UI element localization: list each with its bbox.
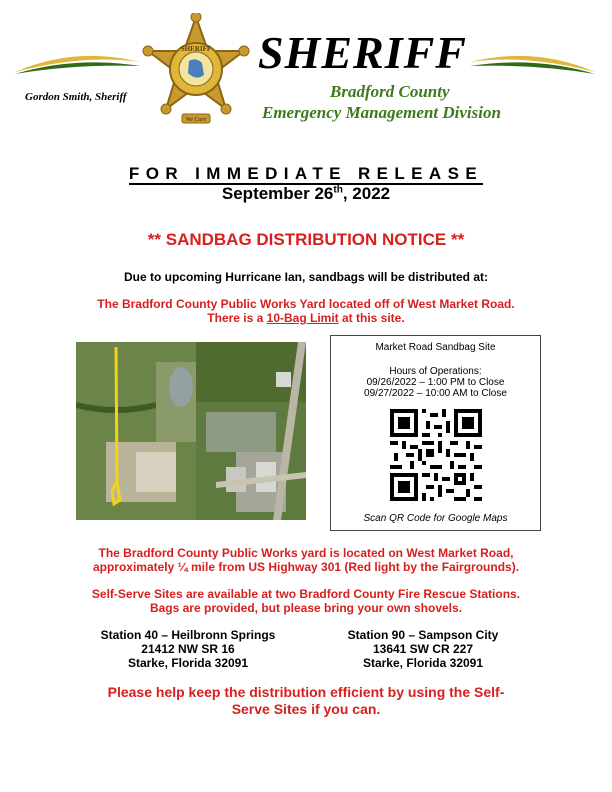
right-swoosh-decoration [470,52,595,78]
directions-line1: The Bradford County Public Works yard is located on West Market Road, [98,546,514,560]
date-sup: th [333,184,343,196]
badge-text-top: SHERIFF [180,45,212,53]
date-year: , 2022 [342,184,391,203]
site-info-box [330,335,541,531]
left-swoosh-decoration [15,52,140,78]
qr-caption: Scan QR Code for Google Maps [363,513,508,524]
limit-prefix: There is a [207,311,267,325]
self-serve-line2: Bags are provided, but please bring your own shovels. [149,601,463,615]
limit-suffix: at this site. [338,311,405,325]
station-40-address: 21412 NW SR 16 [141,642,235,656]
hours-label: Hours of Operations: [389,366,482,377]
sheriff-star-badge-icon [140,13,252,125]
header-division: Emergency Management Division [262,103,501,122]
sheriff-name: Gordon Smith, Sheriff [25,91,127,103]
header-title: SHERIFF [258,27,467,78]
station-90-address: 13641 SW CR 227 [372,642,474,656]
release-date [0,184,612,204]
hours-day-2: 09/27/2022 – 10:00 AM to Close [364,388,507,399]
release-heading [0,164,612,184]
station-90-city: Starke, Florida 32091 [362,656,484,670]
station-40-city: Starke, Florida 32091 [127,656,249,670]
closing-line1: Please help keep the distribution efficient by using the Self- [107,684,505,700]
notice-title: ** SANDBAG DISTRIBUTION NOTICE ** [147,230,465,249]
header-county: Bradford County [330,82,450,101]
date-main: September 26 [221,184,334,203]
closing-line2: Serve Sites if you can. [231,701,381,717]
location-line1: The Bradford County Public Works Yard located off of West Market Road. [97,297,515,311]
limit-emphasis: 10-Bag Limit [266,311,339,325]
station-90 [328,628,518,670]
limit-line [0,311,612,325]
qr-code-icon[interactable] [390,409,482,501]
aerial-map-image [76,342,306,520]
site-title: Market Road Sandbag Site [375,342,496,353]
self-serve-line1: Self-Serve Sites are available at two Bradford County Fire Rescue Stations. [91,587,521,601]
station-40-name: Station 40 – Heilbronn Springs [100,628,276,642]
hours-day-1: 09/26/2022 – 1:00 PM to Close [366,377,505,388]
directions-line2: approximately ¼ mile from US Highway 301 (Red light by the Fairgrounds). [92,560,520,574]
notice-intro: Due to upcoming Hurricane Ian, sandbags will be distributed at: [123,270,489,284]
badge-text-bottom: We Care [185,117,207,123]
release-heading-text: FOR IMMEDIATE RELEASE [128,164,484,183]
station-90-name: Station 90 – Sampson City [347,628,499,642]
station-40 [88,628,288,670]
